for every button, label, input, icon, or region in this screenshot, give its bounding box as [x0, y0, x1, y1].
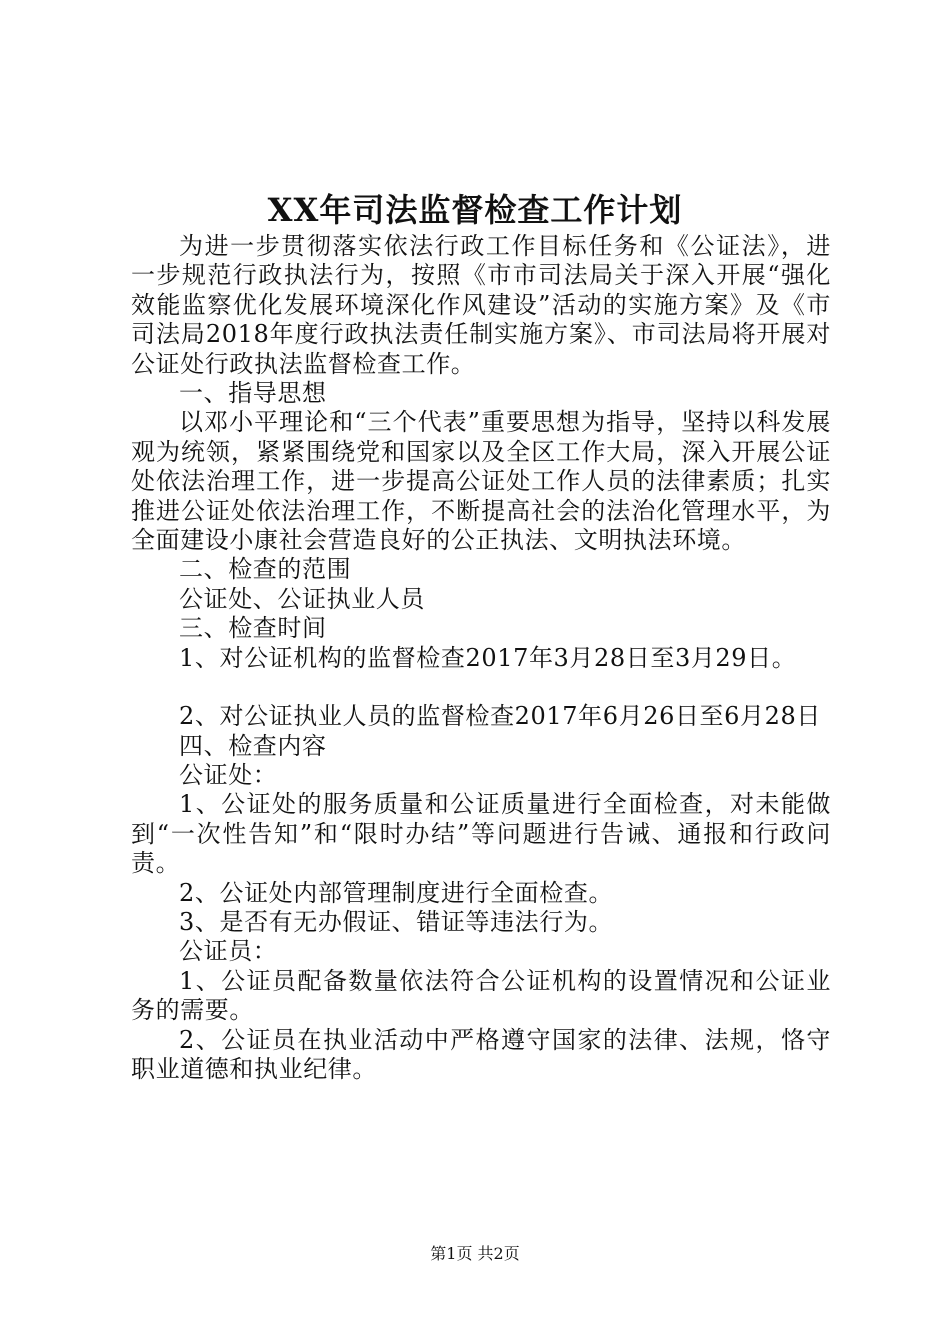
scope-paragraph: 公证处、公证执业人员 [179, 584, 425, 613]
blank-line [131, 673, 831, 702]
guiding-ideology-paragraph: 以邓小平理论和“三个代表”重要思想为指导，坚持以科发展观为统领，紧紧围绕党和国家以及全区工作大局，深入开展公证处依法治理工作，进一步提高公证处工作人员的法律素质；扎实推进公证处依法治理工作，不断提高社会的法治化管理水平，为全面建设小康社会营造良好的公正执法、文明执法环境。 [131, 408, 831, 555]
section-heading-time: 三、检查时间 [179, 614, 327, 643]
section-heading-content: 四、检查内容 [179, 731, 327, 760]
document-body [131, 232, 831, 1084]
subheading-notary: 公证员： [179, 937, 278, 966]
notary-item-1: 1、公证员配备数量依法符合公证机构的设置情况和公证业务的需要。 [131, 966, 831, 1025]
time-item-2: 2、对公证执业人员的监督检查2017年6月26日至6月28日 [179, 702, 821, 731]
subheading-notary-office: 公证处： [179, 760, 278, 789]
office-item-3: 3、是否有无办假证、错证等违法行为。 [179, 907, 614, 936]
section-heading-scope: 二、检查的范围 [179, 555, 352, 584]
office-item-2: 2、公证处内部管理制度进行全面检查。 [179, 878, 614, 907]
time-item-1: 1、对公证机构的监督检查2017年3月28日至3月29日。 [179, 643, 797, 672]
section-heading-guiding-ideology: 一、指导思想 [179, 379, 327, 408]
page-number-footer: 第1页 共2页 [430, 1244, 520, 1263]
notary-item-2: 2、公证员在执业活动中严格遵守国家的法律、法规，恪守职业道德和执业纪律。 [131, 1025, 831, 1083]
intro-paragraph: 为进一步贯彻落实依法行政工作目标任务和《公证法》，进一步规范行政执法行为，按照《市市司法局关于深入开展“强化效能监察优化发展环境深化作风建设”活动的实施方案》及《市司法局2018年度行政执法责任制实施方案》、市司法局将开展对公证处行政执法监督检查工作。 [131, 232, 831, 378]
office-item-1: 1、公证处的服务质量和公证质量进行全面检查，对未能做到“一次性告知”和“限时办结”等问题进行告诫、通报和行政问责。 [131, 790, 831, 878]
page-title: XX年司法监督检查工作计划 [267, 191, 683, 229]
